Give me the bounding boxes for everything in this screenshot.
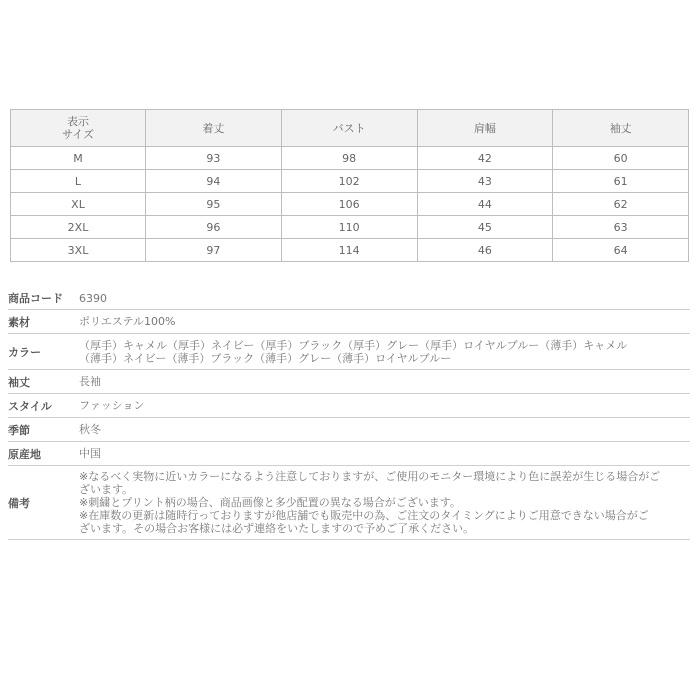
spec-value-line: ファッション — [79, 399, 145, 412]
size-cell: XL — [11, 193, 146, 216]
spec-value — [78, 334, 690, 369]
measurement-cell: 102 — [281, 170, 417, 193]
spec-label: 商品コード — [8, 292, 63, 305]
spec-row — [8, 310, 690, 334]
header-sleeve: 袖丈 — [553, 110, 689, 147]
measurement-cell: 60 — [553, 147, 689, 170]
spec-label: 備考 — [8, 496, 30, 510]
measurement-cell: 110 — [281, 216, 417, 239]
spec-label: 季節 — [8, 423, 30, 437]
spec-value-line: ざいます。 — [79, 483, 134, 496]
table-row — [11, 147, 689, 170]
spec-value — [78, 466, 690, 539]
spec-row — [8, 334, 690, 370]
spec-value — [78, 370, 690, 393]
spec-value-line: （薄手）ネイビー（薄手）ブラック（薄手）グレー（薄手）ロイヤルブルー — [79, 351, 452, 365]
size-cell: 3XL — [11, 239, 146, 262]
size-cell: L — [11, 170, 146, 193]
size-cell: M — [11, 147, 146, 170]
measurement-cell: 96 — [146, 216, 282, 239]
measurement-cell: 98 — [281, 147, 417, 170]
header-size-label: 表示 サイズ — [11, 110, 146, 147]
spec-value-line: ※なるべく実物に近いカラーになるよう注意しておりますが、ご使用のモニター環境により色に誤差が生じる場合がご — [79, 470, 661, 483]
measurement-cell: 62 — [553, 193, 689, 216]
measurement-cell: 95 — [146, 193, 282, 216]
spec-row — [8, 418, 690, 442]
spec-label: 原産地 — [8, 447, 41, 461]
spec-value-line: ※刺繍とプリント柄の場合、商品画像と多少配置の異なる場合がございます。 — [79, 496, 461, 509]
header-length: 着丈 — [146, 110, 282, 147]
measurement-cell: 42 — [417, 147, 553, 170]
size-cell: 2XL — [11, 216, 146, 239]
measurement-cell: 93 — [146, 147, 282, 170]
measurement-cell: 64 — [553, 239, 689, 262]
table-row — [11, 170, 689, 193]
spec-label: 素材 — [8, 315, 30, 329]
size-table-header-row — [11, 110, 689, 147]
spec-value — [78, 442, 690, 465]
spec-label: 袖丈 — [8, 375, 30, 389]
measurement-cell: 43 — [417, 170, 553, 193]
table-row — [11, 239, 689, 262]
spec-row — [8, 442, 690, 466]
spec-value — [78, 310, 690, 333]
measurement-cell: 94 — [146, 170, 282, 193]
spec-row — [8, 466, 690, 540]
spec-label: カラー — [8, 345, 41, 359]
spec-value — [78, 287, 690, 309]
spec-value-line: 長袖 — [79, 375, 101, 388]
spec-label: スタイル — [8, 399, 52, 413]
spec-value-line: ※在庫数の更新は随時行っておりますが他店舗でも販売中の為、ご注文のタイミングによりご用意できない場合がご — [79, 509, 649, 522]
spec-value-line: （厚手）キャメル（厚手）ネイビー（厚手）ブラック（厚手）グレー（厚手）ロイヤルブルー（薄手）キャメル — [79, 338, 628, 352]
measurement-cell: 106 — [281, 193, 417, 216]
spec-value-line: ざいます。その場合お客様には必ず連絡をいたしますので予めご了承ください。 — [79, 522, 475, 535]
spec-value-line: 6390 — [79, 291, 107, 305]
measurement-cell: 44 — [417, 193, 553, 216]
header-bust: バスト — [281, 110, 417, 147]
spec-row — [8, 287, 690, 310]
header-shoulder: 肩幅 — [417, 110, 553, 147]
size-table — [10, 109, 689, 262]
measurement-cell: 114 — [281, 239, 417, 262]
table-row — [11, 216, 689, 239]
spec-list — [8, 287, 690, 540]
spec-value-line: 中国 — [79, 447, 101, 460]
spec-value — [78, 394, 690, 417]
table-row — [11, 193, 689, 216]
measurement-cell: 63 — [553, 216, 689, 239]
spec-value-line: 秋冬 — [79, 423, 101, 436]
spec-value-line: ポリエステル100% — [79, 315, 176, 328]
spec-value — [78, 418, 690, 441]
measurement-cell: 45 — [417, 216, 553, 239]
measurement-cell: 46 — [417, 239, 553, 262]
measurement-cell: 97 — [146, 239, 282, 262]
spec-row — [8, 370, 690, 394]
spec-row — [8, 394, 690, 418]
measurement-cell: 61 — [553, 170, 689, 193]
